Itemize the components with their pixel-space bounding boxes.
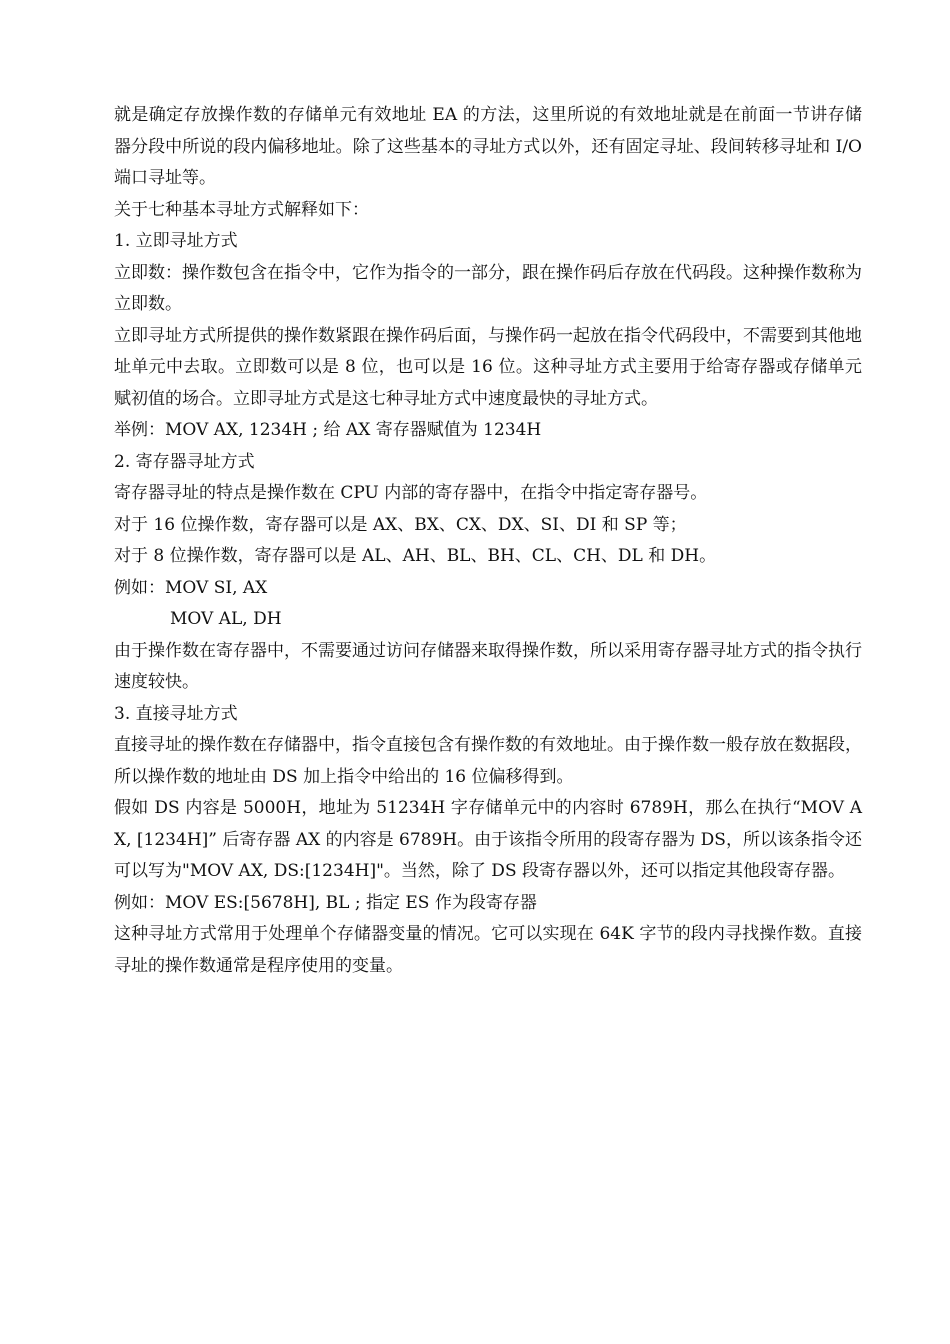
paragraph-immediate-definition: 立即数：操作数包含在指令中，它作为指令的一部分，跟在操作码后存放在代码段。这种操作数称为立即数。 [114,262,862,314]
paragraph-direct-worked-example: 假如 DS 内容是 5000H，地址为 51234H 字存储单元中的内容时 6789H，那么在执行“MOV AX, [1234H]” 后寄存器 AX 的内容是 6789H。由于该指令所用的段寄存器为 DS，所以该条指令还可以写为"MOV AX, DS:[1234H]"。当然，除了 DS 段寄存器以外，还可以指定其他段寄存器。 [114,798,862,881]
paragraph-ea-intro: 就是确定存放操作数的存储单元有效地址 EA 的方法，这里所说的有效地址就是在前面一节讲存储器分段中所说的段内偏移地址。除了这些基本的寻址方式以外，还有固定寻址、段间转移寻址和 I/O 端口寻址等。 [114,105,862,188]
paragraph-direct-definition: 直接寻址的操作数在存储器中，指令直接包含有操作数的有效地址。由于操作数一般存放在数据段，所以操作数的地址由 DS 加上指令中给出的 16 位偏移得到。 [114,735,862,787]
paragraph-immediate-example: 举例：MOV AX, 1234H ; 给 AX 寄存器赋值为 1234H [114,420,542,440]
heading-immediate-addressing: 1. 立即寻址方式 [114,231,238,251]
heading-direct-addressing: 3. 直接寻址方式 [114,703,238,724]
paragraph-8bit-registers: 对于 8 位操作数，寄存器可以是 AL、AH、BL、BH、CL、CH、DL 和 DH。 [114,546,717,566]
paragraph-register-feature: 寄存器寻址的特点是操作数在 CPU 内部的寄存器中，在指令中指定寄存器号。 [114,483,708,503]
paragraph-register-speed: 由于操作数在寄存器中，不需要通过访问存储器来取得操作数，所以采用寄存器寻址方式的指令执行速度较快。 [114,640,862,692]
paragraph-direct-segment-example: 例如：MOV ES:[5678H], BL ; 指定 ES 作为段寄存器 [114,892,537,913]
paragraph-seven-modes: 关于七种基本寻址方式解释如下： [114,199,369,220]
paragraph-register-example-2: MOV AL, DH [170,609,282,629]
document-body [114,100,862,982]
paragraph-16bit-registers: 对于 16 位操作数，寄存器可以是 AX、BX、CX、DX、SI、DI 和 SP 等； [114,514,687,535]
heading-register-addressing: 2. 寄存器寻址方式 [114,451,255,472]
paragraph-direct-usage: 这种寻址方式常用于处理单个存储器变量的情况。它可以实现在 64K 字节的段内寻找操作数。直接寻址的操作数通常是程序使用的变量。 [114,924,862,976]
paragraph-immediate-details: 立即寻址方式所提供的操作数紧跟在操作码后面，与操作码一起放在指令代码段中，不需要到其他地址单元中去取。立即数可以是 8 位，也可以是 16 位。这种寻址方式主要用于给寄存器或存储单元赋初值的场合。立即寻址方式是这七种寻址方式中速度最快的寻址方式。 [114,325,862,409]
paragraph-register-example-1: 例如：MOV SI, AX [114,577,268,598]
